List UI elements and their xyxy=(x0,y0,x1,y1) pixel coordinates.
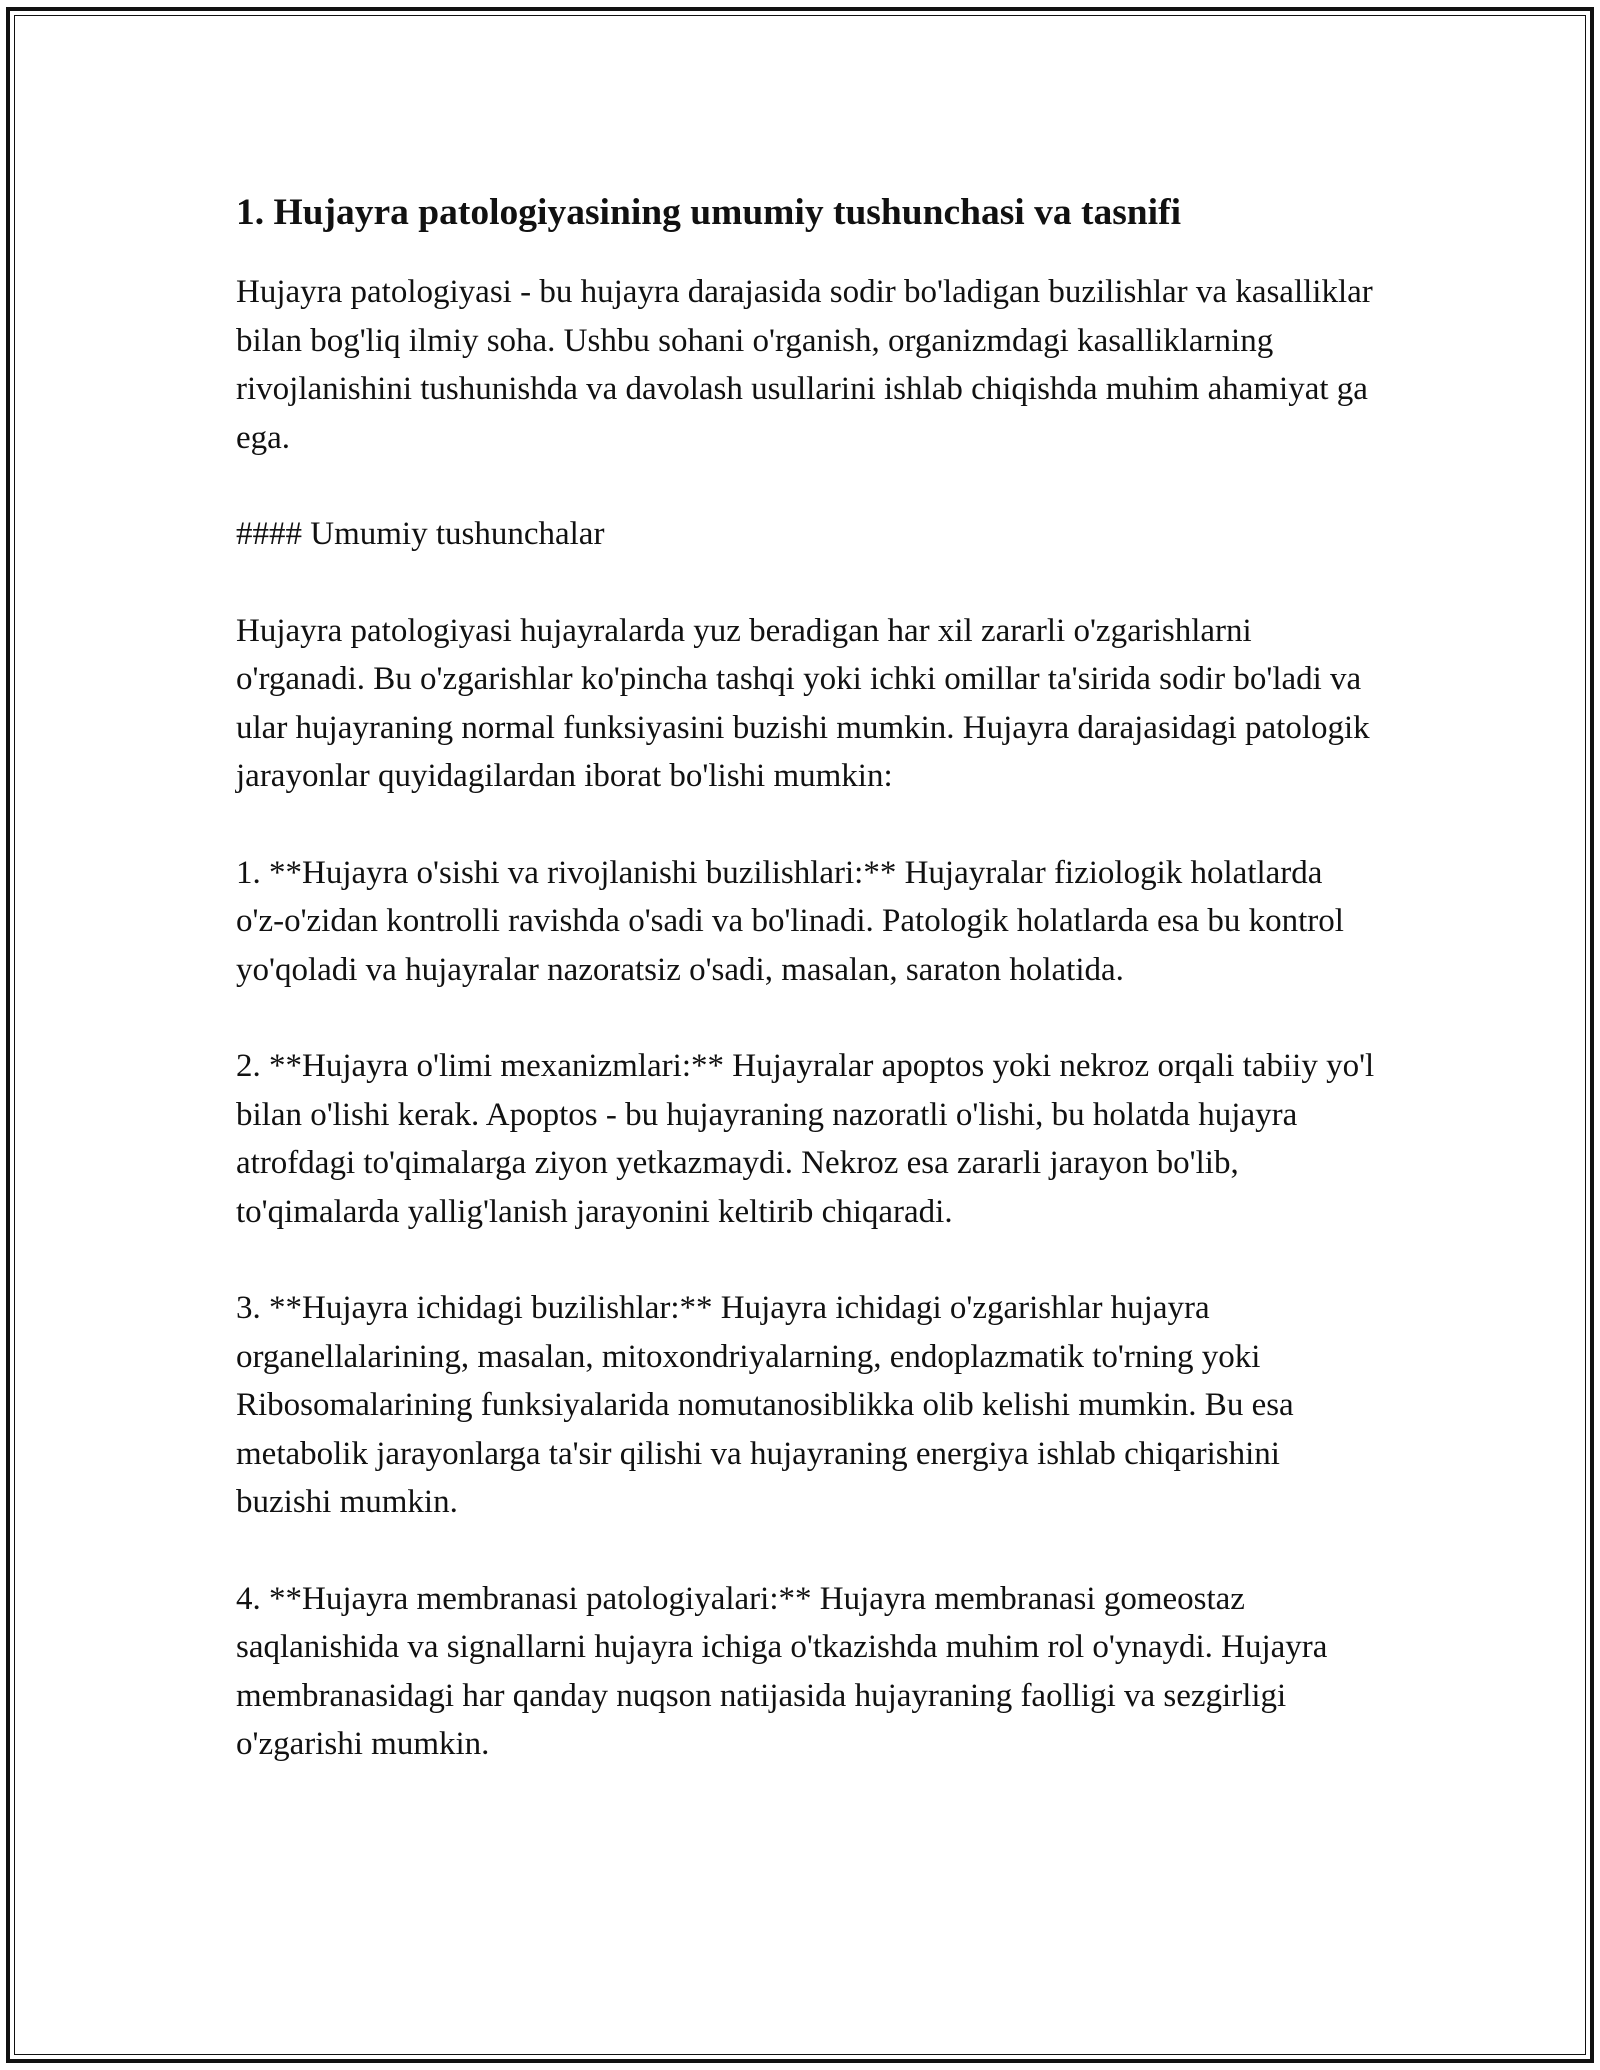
list-item-cell-death: 2. **Hujayra o'limi mexanizmlari:** Hujayralar apoptos yoki nekroz orqali tabiiy yo'l bilan o'lishi kerak. Apoptos - bu hujayraning nazoratli o'lishi, bu holatda hujayra atrofdagi to'qimalarga ziyon yetkazmaydi. Nekroz esa zararli jarayon bo'lib, to'qimalarda yallig'lanish jarayonini keltirib chiqaradi. xyxy=(236,1048,1375,1230)
list-item-intracellular: 3. **Hujayra ichidagi buzilishlar:** Hujayra ichidagi o'zgarishlar hujayra organellalarining, masalan, mitoxondriyalarning, endoplazmatik to'rning yoki Ribosomalarining funksiyalarida nomutanosiblikka olib kelishi mumkin. Bu esa metabolik jarayonlarga ta'sir qilishi va hujayraning energiya ishlab chiqarishini buzishi mumkin. xyxy=(236,1290,1294,1520)
document-body xyxy=(236,180,1376,1817)
overview-paragraph: Hujayra patologiyasi hujayralarda yuz beradigan har xil zararli o'zgarishlarni o'rganadi. Bu o'zgarishlar ko'pincha tashqi yoki ichki omillar ta'sirida sodir bo'ladi va ular hujayraning normal funksiyasini buzishi mumkin. Hujayra darajasidagi patologik jarayonlar quyidagilardan iborat bo'lishi mumkin: xyxy=(236,612,1370,794)
section-title: 1. Hujayra patologiyasining umumiy tushunchasi va tasnifi xyxy=(236,192,1181,233)
subheading-markdown: #### Umumiy tushunchalar xyxy=(236,516,605,552)
list-item-cell-growth: 1. **Hujayra o'sishi va rivojlanishi buzilishlari:** Hujayralar fiziologik holatlarda o'z-o'zidan kontrolli ravishda o'sadi va bo'linadi. Patologik holatlarda esa bu kontrol yo'qoladi va hujayralar nazoratsiz o'sadi, masalan, saraton holatida. xyxy=(236,854,1344,988)
list-item-membrane: 4. **Hujayra membranasi patologiyalari:** Hujayra membranasi gomeostaz saqlanishida va signallarni hujayra ichiga o'tkazishda muhim rol o'ynaydi. Hujayra membranasidagi har qanday nuqson natijasida hujayraning faolligi va sezgirligi o'zgarishi mumkin. xyxy=(236,1580,1328,1762)
intro-paragraph: Hujayra patologiyasi - bu hujayra darajasida sodir bo'ladigan buzilishlar va kasalliklar bilan bog'liq ilmiy soha. Ushbu sohani o'rganish, organizmdagi kasalliklarning rivojlanishini tushunishda va davolash usullarini ishlab chiqishda muhim ahamiyat ga ega. xyxy=(236,274,1373,456)
